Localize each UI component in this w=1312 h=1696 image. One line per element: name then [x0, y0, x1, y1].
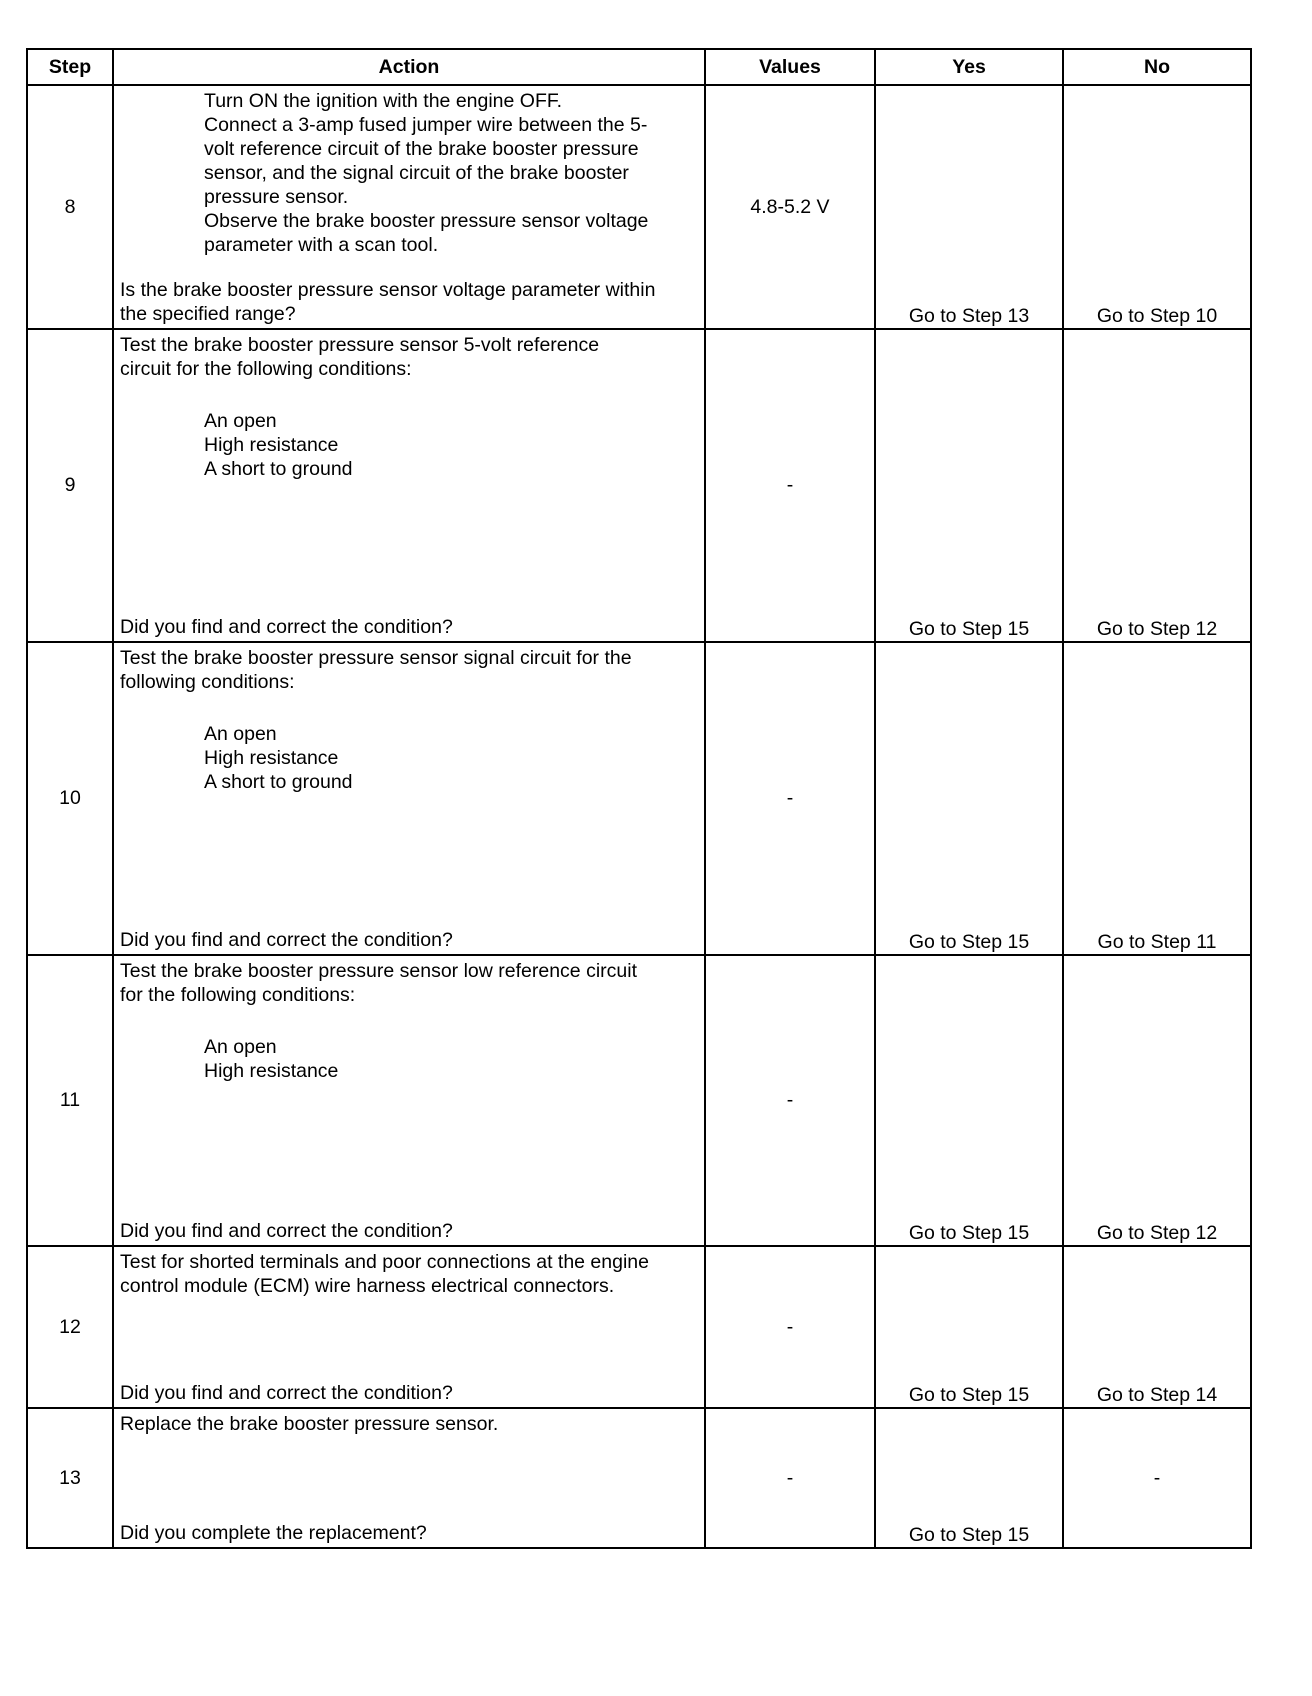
action-instructions [120, 1250, 698, 1298]
no-result: Go to Step 12 [1063, 955, 1251, 1246]
table-row [27, 85, 1251, 329]
value-cell: - [705, 329, 875, 642]
no-result: Go to Step 11 [1063, 642, 1251, 955]
action-question [120, 278, 698, 326]
no-result: Go to Step 14 [1063, 1246, 1251, 1408]
step-number: 11 [27, 955, 113, 1246]
action-content [114, 330, 704, 641]
action-substeps [120, 89, 698, 257]
step-number: 8 [27, 85, 113, 329]
action-substep: sensor, and the signal circuit of the brake booster [204, 162, 629, 184]
action-substep: An open [204, 1036, 277, 1058]
value-cell: - [705, 955, 875, 1246]
action-instructions [120, 333, 698, 481]
action-question [120, 1521, 698, 1545]
action-question [120, 615, 698, 639]
action-substep: An open [204, 410, 277, 432]
yes-result: Go to Step 15 [875, 329, 1063, 642]
value-cell: 4.8-5.2 V [705, 85, 875, 329]
question-line: Did you find and correct the condition? [120, 1382, 453, 1404]
action-substep: parameter with a scan tool. [204, 234, 439, 256]
action-instructions [120, 1412, 698, 1436]
no-result: Go to Step 12 [1063, 329, 1251, 642]
action-line: control module (ECM) wire harness electrical connectors. [120, 1275, 615, 1297]
action-line: Replace the brake booster pressure sensor. [120, 1413, 499, 1435]
action-content [114, 86, 704, 328]
action-line: Test the brake booster pressure sensor low reference circuit [120, 960, 637, 982]
action-cell [113, 1246, 705, 1408]
question-line: the specified range? [120, 303, 296, 325]
action-cell [113, 1408, 705, 1548]
diagnostic-table [26, 48, 1252, 1549]
action-line: Test the brake booster pressure sensor 5-volt reference [120, 334, 600, 356]
action-cell [113, 642, 705, 955]
action-instructions [120, 646, 698, 794]
action-substep: Observe the brake booster pressure sensor voltage [204, 210, 649, 232]
no-result: Go to Step 10 [1063, 85, 1251, 329]
header-yes: Yes [875, 49, 1063, 85]
action-substeps [120, 722, 698, 794]
action-cell [113, 85, 705, 329]
header-no: No [1063, 49, 1251, 85]
step-number: 12 [27, 1246, 113, 1408]
action-substep: High resistance [204, 747, 339, 769]
action-content [114, 1409, 704, 1547]
action-substep: High resistance [204, 1060, 339, 1082]
action-substep: pressure sensor. [204, 186, 349, 208]
header-step: Step [27, 49, 113, 85]
value-cell: - [705, 642, 875, 955]
action-substep: Connect a 3-amp fused jumper wire between the 5- [204, 114, 648, 136]
action-question [120, 1381, 698, 1405]
action-question [120, 1219, 698, 1243]
header-action: Action [113, 49, 705, 85]
step-number: 9 [27, 329, 113, 642]
step-number: 13 [27, 1408, 113, 1548]
action-content [114, 1247, 704, 1407]
action-instructions [120, 89, 698, 257]
action-line: circuit for the following conditions: [120, 358, 412, 380]
step-number: 10 [27, 642, 113, 955]
table-row [27, 1246, 1251, 1408]
question-line: Is the brake booster pressure sensor voltage parameter within [120, 279, 656, 301]
action-line: Test the brake booster pressure sensor signal circuit for the [120, 647, 632, 669]
yes-result: Go to Step 15 [875, 642, 1063, 955]
yes-result: Go to Step 15 [875, 1246, 1063, 1408]
action-line: following conditions: [120, 671, 295, 693]
action-question [120, 928, 698, 952]
value-cell: - [705, 1408, 875, 1548]
table-row [27, 1408, 1251, 1548]
action-content [114, 956, 704, 1245]
question-line: Did you find and correct the condition? [120, 1220, 453, 1242]
question-line: Did you find and correct the condition? [120, 929, 453, 951]
question-line: Did you complete the replacement? [120, 1522, 427, 1544]
action-content [114, 643, 704, 954]
yes-result: Go to Step 13 [875, 85, 1063, 329]
table-row [27, 955, 1251, 1246]
action-line: for the following conditions: [120, 984, 356, 1006]
action-substep: An open [204, 723, 277, 745]
action-substep: volt reference circuit of the brake booster pressure [204, 138, 639, 160]
action-cell [113, 955, 705, 1246]
question-line: Did you find and correct the condition? [120, 616, 453, 638]
action-cell [113, 329, 705, 642]
action-substep: A short to ground [204, 458, 353, 480]
yes-result: Go to Step 15 [875, 955, 1063, 1246]
header-values: Values [705, 49, 875, 85]
action-substeps [120, 1035, 698, 1083]
action-line: Test for shorted terminals and poor connections at the engine [120, 1251, 649, 1273]
no-result: - [1063, 1408, 1251, 1548]
table-row [27, 642, 1251, 955]
value-cell: - [705, 1246, 875, 1408]
action-substep: Turn ON the ignition with the engine OFF. [204, 90, 563, 112]
action-instructions [120, 959, 698, 1083]
action-substep: A short to ground [204, 771, 353, 793]
table-row [27, 329, 1251, 642]
action-substep: High resistance [204, 434, 339, 456]
action-substeps [120, 409, 698, 481]
yes-result: Go to Step 15 [875, 1408, 1063, 1548]
table-header-row [27, 49, 1251, 85]
